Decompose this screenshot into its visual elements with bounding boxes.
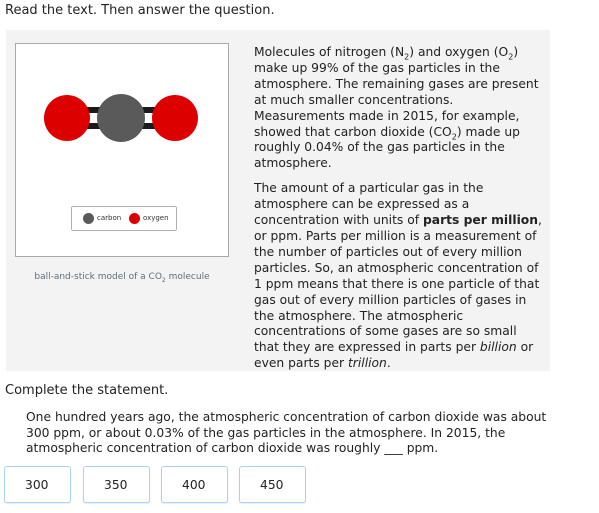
passage-paragraph-1: Molecules of nitrogen $(N_2)$ and oxygen $(O_2)$ make up 99% of the gas particles in the atmosphere. The remaining gases are present at much smaller concentrations. Measurements made in 2015, for example, showed that carbon dioxide $(CO_2)$ made up roughly 0.04% of the gas particles in the atmosphere. (254, 45, 539, 171)
figure-caption: ball-and-stick model of a $CO_2$ molecule (34, 272, 210, 284)
passage-text (254, 45, 542, 381)
choice-450-button[interactable]: 450 (239, 466, 306, 503)
instruction-text: Read the text. Then answer the question. (5, 3, 275, 18)
carbon-legend-swatch (83, 213, 94, 224)
question-prompt: Complete the statement. (5, 383, 169, 398)
choice-350-button[interactable]: 350 (83, 466, 150, 503)
passage-panel (6, 30, 550, 371)
choice-400-button[interactable]: 400 (161, 466, 228, 503)
oxygen-legend-label: oxygen (143, 214, 169, 222)
oxygen-atom-right (152, 95, 198, 141)
carbon-legend-label: carbon (97, 214, 122, 222)
oxygen-legend-swatch (129, 213, 140, 224)
molecule-legend (71, 206, 177, 231)
molecule-model-figure (15, 43, 229, 257)
passage-paragraph-2: The amount of a particular gas in the atmosphere can be expressed as a concentration with units of parts per million, or ppm. Parts per million is a measurement of the number of particles out of every million particles. So, an atmospheric concentration of 1 ppm means that there is one particle of that gas out of every million particles of gases in the atmosphere. The atmospheric concentrations of some gases are so small that they are expressed in parts per billion or even parts per trillion. (254, 181, 542, 371)
oxygen-atom-left (44, 95, 90, 141)
carbon-atom (97, 94, 145, 142)
question-statement: One hundred years ago, the atmospheric concentration of carbon dioxide was about 300 ppm, or about 0.03% of the gas particles in the atmosphere. In 2015, the atmospheric concentration of carbon dioxide was roughly ___ ppm. (26, 410, 547, 455)
choice-300-button[interactable]: 300 (4, 466, 71, 503)
